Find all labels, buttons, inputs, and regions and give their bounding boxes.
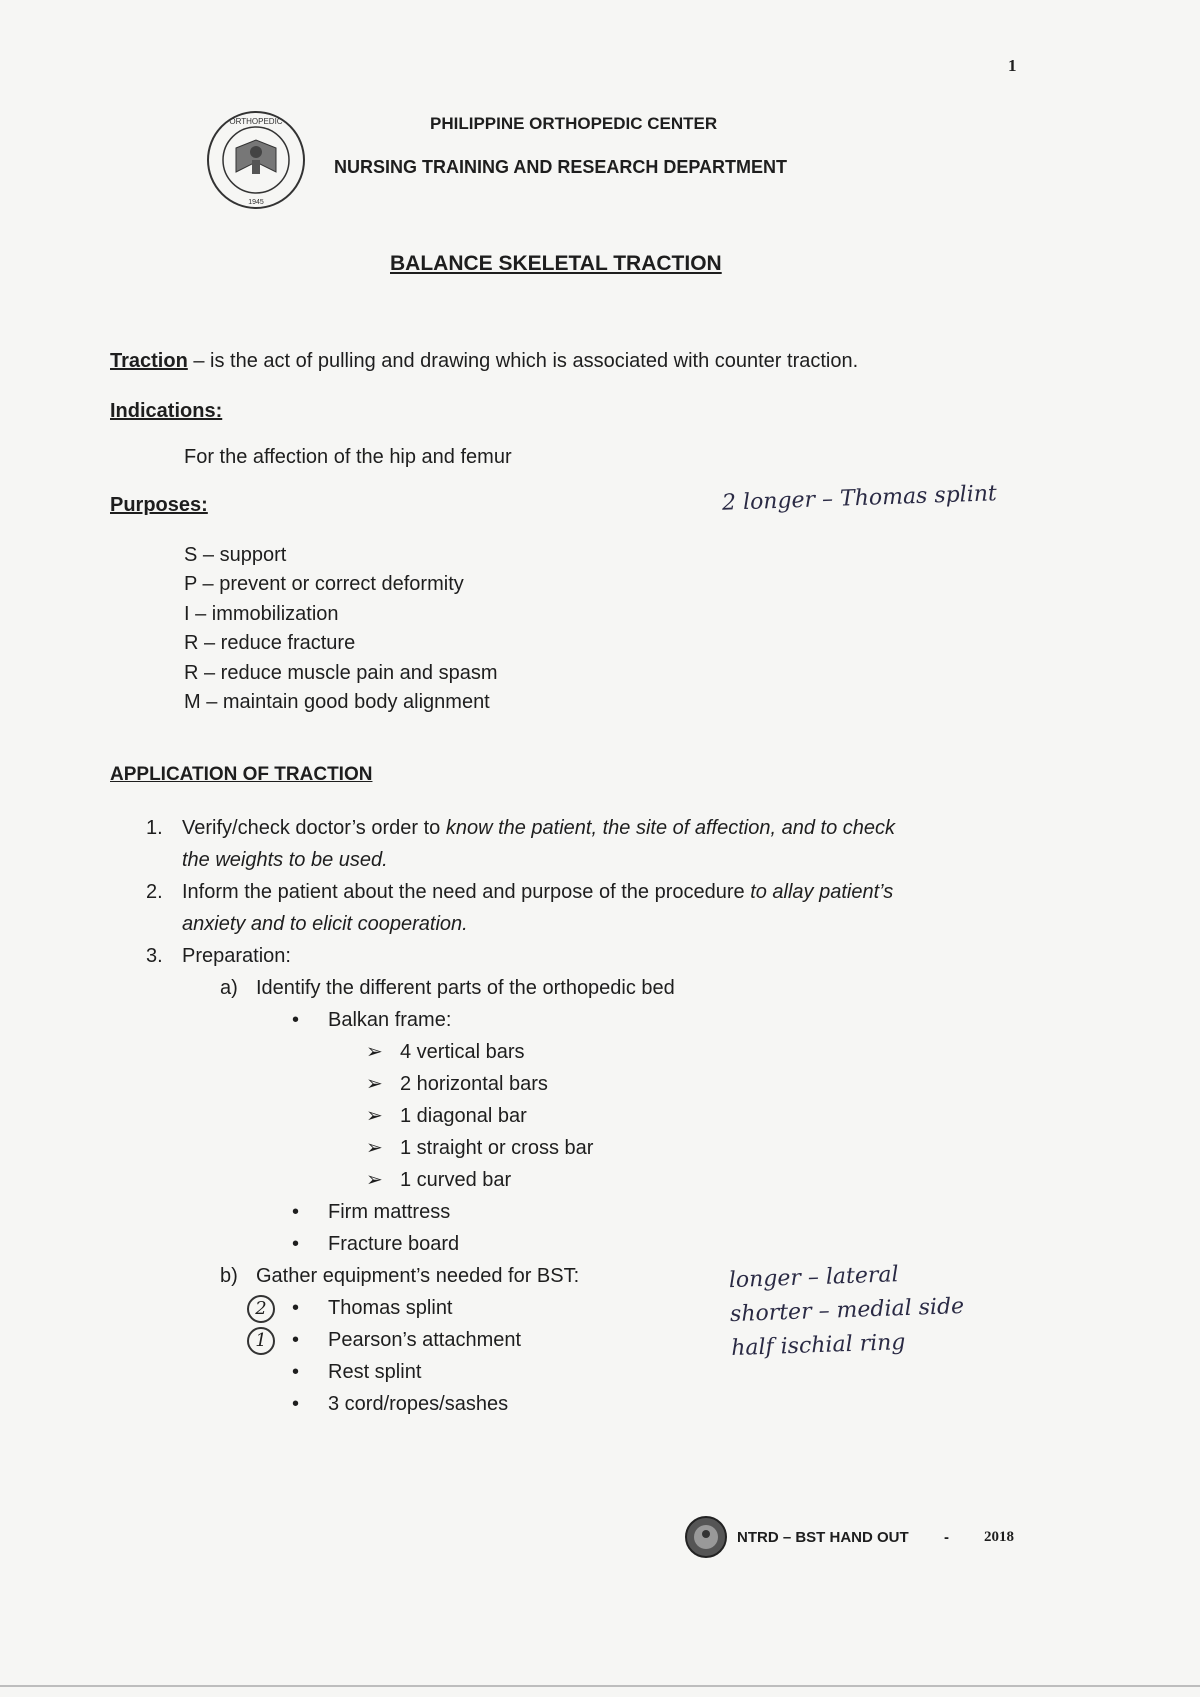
step-1-italic-1: know the patient, the site of affection, and to check — [445, 817, 895, 839]
handwritten-line: half ischial ring — [730, 1329, 906, 1362]
balkan-part — [366, 1132, 593, 1164]
bullet-icon: • — [292, 1297, 300, 1319]
balkan-part-text: 2 horizontal bars — [400, 1073, 548, 1095]
balkan-frame-label: Balkan frame: — [328, 1009, 452, 1031]
step-3-text: Preparation: — [182, 945, 291, 967]
footer-title: NTRD – BST HAND OUT — [737, 1529, 909, 1546]
equipment-item — [292, 1292, 453, 1324]
handwritten-note-thomas-splint: 2 longer – Thomas splint — [721, 481, 998, 516]
step-3b-text: Gather equipment’s needed for BST: — [256, 1265, 580, 1287]
equipment-item — [292, 1324, 521, 1356]
equipment-text: 3 cord/ropes/sashes — [328, 1393, 509, 1415]
equipment-text: Rest splint — [328, 1361, 422, 1383]
definition-text: – is the act of pulling and drawing which is associated with counter traction. — [187, 350, 859, 372]
scan-edge-line — [0, 1685, 1200, 1687]
footer-separator: - — [944, 1529, 949, 1546]
equipment-text: Thomas splint — [328, 1297, 453, 1319]
step-1-cont — [182, 844, 388, 876]
arrow-bullet-icon: ➢ — [366, 1169, 383, 1191]
arrow-bullet-icon: ➢ — [366, 1137, 383, 1159]
sub-label: a) — [220, 977, 238, 999]
indications-heading: Indications: — [110, 400, 223, 422]
center-logo — [206, 110, 306, 210]
balkan-part — [366, 1068, 548, 1100]
balkan-part-text: 4 vertical bars — [400, 1041, 525, 1063]
balkan-part-text: 1 diagonal bar — [400, 1105, 527, 1127]
handwritten-note-splint-sides — [728, 1256, 966, 1366]
step-2-italic-2: anxiety and to elicit cooperation. — [182, 913, 468, 935]
step-2-cont — [182, 908, 468, 940]
equipment-item — [292, 1356, 421, 1388]
step-2-italic-1: to allay patient’s — [750, 881, 894, 903]
step-1-text: Verify/check doctor’s order to — [182, 817, 446, 839]
arrow-bullet-icon: ➢ — [366, 1073, 383, 1095]
balkan-part — [366, 1164, 511, 1196]
purposes-heading: Purposes: — [110, 494, 208, 516]
handwritten-line: longer – lateral — [728, 1262, 899, 1294]
footer-logo — [684, 1515, 728, 1559]
purpose-item: R – reduce fracture — [184, 632, 356, 655]
step-number: 1. — [146, 817, 163, 839]
bed-part-item — [292, 1228, 459, 1260]
step-3b — [220, 1260, 579, 1292]
footer-year: 2018 — [984, 1529, 1014, 1545]
balkan-part — [366, 1036, 525, 1068]
definition-term: Traction — [110, 350, 188, 372]
bullet-icon: • — [292, 1009, 300, 1031]
purposes-list — [184, 541, 498, 717]
balkan-part — [366, 1100, 527, 1132]
bed-part-item — [292, 1196, 450, 1228]
svg-text:ORTHOPEDIC: ORTHOPEDIC — [229, 117, 283, 126]
arrow-bullet-icon: ➢ — [366, 1105, 383, 1127]
step-1 — [146, 812, 895, 844]
organization-name: PHILIPPINE ORTHOPEDIC CENTER — [430, 114, 718, 133]
step-2-text: Inform the patient about the need and purpose of the procedure — [182, 881, 751, 903]
sub-label: b) — [220, 1265, 238, 1287]
bullet-icon: • — [292, 1233, 300, 1255]
bullet-icon: • — [292, 1393, 300, 1415]
step-number: 3. — [146, 945, 163, 967]
balkan-part-text: 1 curved bar — [400, 1169, 512, 1191]
purpose-item: P – prevent or correct deformity — [184, 573, 464, 596]
handwritten-circle-1: 1 — [247, 1327, 275, 1355]
handwritten-circle-2: 2 — [247, 1295, 275, 1323]
purpose-item: I – immobilization — [184, 602, 339, 625]
step-3 — [146, 940, 291, 972]
svg-text:1945: 1945 — [248, 199, 264, 206]
traction-definition — [110, 350, 858, 373]
purpose-item: M – maintain good body alignment — [184, 691, 490, 714]
bullet-icon: • — [292, 1361, 300, 1383]
step-3a — [220, 972, 675, 1004]
step-number: 2. — [146, 881, 163, 903]
step-2 — [146, 876, 893, 908]
step-3a-text: Identify the different parts of the orthopedic bed — [256, 977, 675, 999]
indications-text: For the affection of the hip and femur — [184, 446, 512, 468]
arrow-bullet-icon: ➢ — [366, 1041, 383, 1063]
balkan-frame-item — [292, 1004, 451, 1036]
step-1-italic-2: the weights to be used. — [182, 849, 388, 871]
equipment-item — [292, 1388, 508, 1420]
purpose-item: S – support — [184, 544, 287, 566]
handwritten-line: shorter – medial side — [729, 1293, 965, 1328]
page-number: 1 — [1008, 56, 1017, 75]
purpose-item: R – reduce muscle pain and spasm — [184, 661, 498, 684]
balkan-part-text: 1 straight or cross bar — [400, 1137, 594, 1159]
application-heading: APPLICATION OF TRACTION — [110, 764, 373, 785]
bed-part-text: Fracture board — [328, 1233, 460, 1255]
bullet-icon: • — [292, 1201, 300, 1223]
bullet-icon: • — [292, 1329, 300, 1351]
bed-part-text: Firm mattress — [328, 1201, 451, 1223]
document-title: BALANCE SKELETAL TRACTION — [390, 252, 722, 275]
equipment-text: Pearson’s attachment — [328, 1329, 522, 1351]
department-name: NURSING TRAINING AND RESEARCH DEPARTMENT — [334, 157, 788, 177]
